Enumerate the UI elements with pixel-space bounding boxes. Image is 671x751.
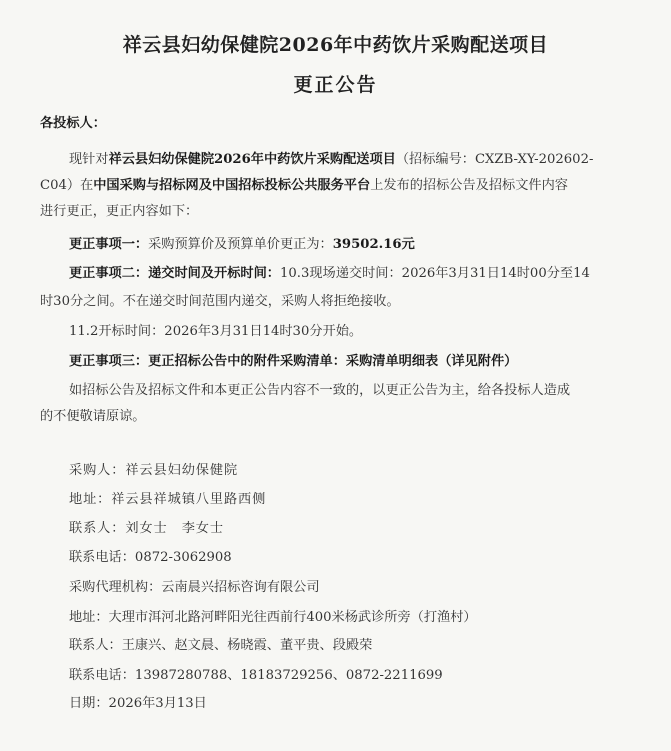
correction-item-1 [69,233,415,252]
item3-label: 更正事项三： [69,354,149,369]
closing-line-2: 的不便敬请原谅。 [40,409,146,424]
salutation: 各投标人： [40,116,106,131]
item3-text: 更正招标公告中的附件采购清单：采购清单明细表（详见附件） [148,354,518,369]
page-subtitle: 更正公告 [293,74,378,96]
tender-number-tail: C04）在 [40,178,94,193]
item1-amount: 39502.16元 [332,237,415,252]
announcement-date: 日期：2026年3月13日 [69,696,207,711]
purchaser-contact: 联系人：刘女士 李女士 [69,521,224,536]
agency-phone: 联系电话：13987280788、18183729256、0872-2211699 [69,668,443,683]
correction-item-3 [69,350,517,369]
intro-suffix: 上发布的招标公告及招标文件内容 [370,178,568,193]
purchaser-address: 地址：祥云县祥城镇八里路西侧 [69,492,267,507]
project-name: 祥云县妇幼保健院2026年中药饮片采购配送项目 [108,152,396,167]
item1-label: 更正事项一： [69,237,149,252]
intro-line-1 [69,148,593,167]
intro-line-2 [40,174,568,193]
agency: 采购代理机构：云南晨兴招标咨询有限公司 [69,580,320,595]
tender-number: （招标编号：CXZB-XY-202602- [395,152,594,167]
correction-item-2 [69,262,590,281]
item2-text: 10.3现场递交时间：2026年3月31日14时00分至14 [280,266,590,281]
bid-opening-time: 11.2开标时间：2026年3月31日14时30分开始。 [69,324,363,339]
purchaser: 采购人：祥云县妇幼保健院 [69,463,239,478]
intro-line-3: 进行更正，更正内容如下： [40,204,199,219]
item2-label: 更正事项二：递交时间及开标时间： [69,266,280,281]
agency-contact: 联系人：王康兴、赵文晨、杨晓霞、董平贵、段殿荣 [69,638,373,653]
purchaser-phone: 联系电话：0872-3062908 [69,550,232,565]
item2-continuation: 时30分之间。不在递交时间范围内递交，采购人将拒绝接收。 [40,294,400,309]
page-title: 祥云县妇幼保健院2026年中药饮片采购配送项目 [122,34,549,56]
intro-prefix: 现针对 [69,152,109,167]
agency-address: 地址：大理市洱河北路河畔阳光往西前行400米杨武诊所旁（打渔村） [69,610,477,625]
platform-name: 中国采购与招标网及中国招标投标公共服务平台 [93,178,371,193]
item1-text: 采购预算价及预算单价更正为： [148,237,333,252]
closing-line-1: 如招标公告及招标文件和本更正公告内容不一致的，以更正公告为主，给各投标人造成 [69,383,571,398]
